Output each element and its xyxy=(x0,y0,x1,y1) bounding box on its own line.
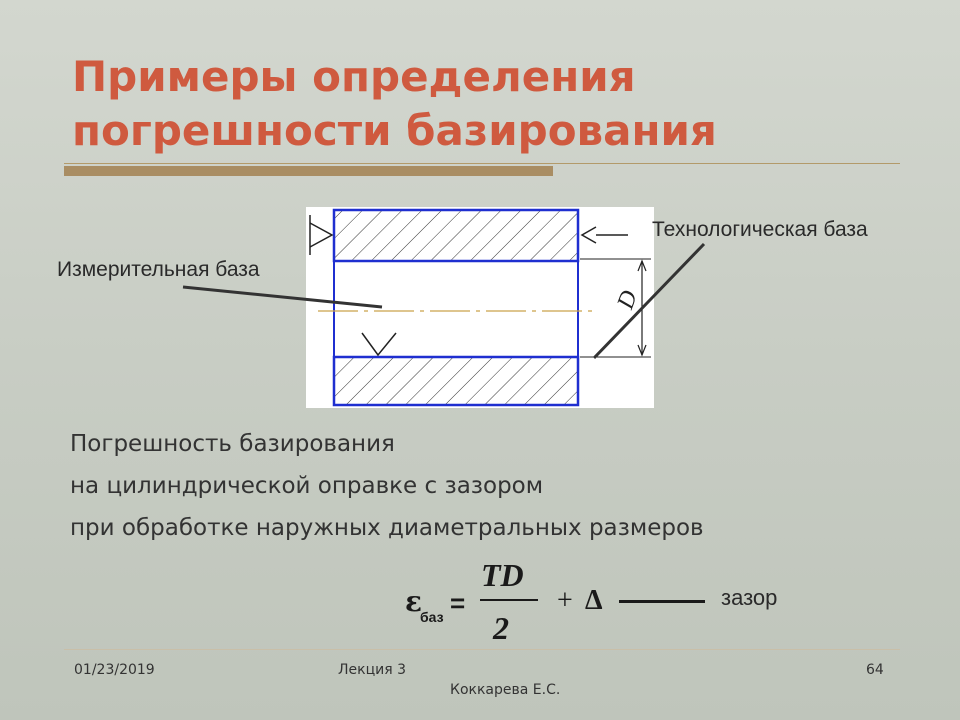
formula-numerator: TD xyxy=(481,557,524,593)
footer-page-number: 64 xyxy=(866,662,884,678)
footer-divider xyxy=(64,649,900,650)
body-line-3: при обработке наружных диаметральных размеров xyxy=(70,515,704,541)
tech-base-label: Технологическая база xyxy=(652,218,868,241)
measuring-base-leader xyxy=(183,287,382,307)
formula-equals: = xyxy=(450,588,466,618)
formula-note-line xyxy=(619,600,705,603)
diameter-label: D xyxy=(612,287,643,313)
tech-base-leader xyxy=(594,244,704,358)
footer-author: Коккарева Е.С. xyxy=(450,682,561,698)
formula-subscript: баз xyxy=(420,609,444,625)
formula xyxy=(395,555,815,655)
measuring-base-label: Измерительная база xyxy=(57,258,260,281)
title-line-1: Примеры определения xyxy=(72,52,636,101)
title-line-2: погрешности базирования xyxy=(72,106,717,155)
formula-note: зазор xyxy=(721,585,778,610)
body-text xyxy=(70,423,930,549)
footer-lecture: Лекция 3 xyxy=(338,662,407,678)
formula-epsilon: ε xyxy=(405,585,423,618)
formula-denominator: 2 xyxy=(493,610,509,646)
formula-plus: + xyxy=(557,585,573,616)
body-line-1: Погрешность базирования xyxy=(70,431,395,457)
formula-delta: Δ xyxy=(585,585,603,616)
body-line-2: на цилиндрической оправке с зазором xyxy=(70,473,544,499)
formula-fraction-bar xyxy=(480,599,538,601)
footer-date: 01/23/2019 xyxy=(74,662,155,678)
